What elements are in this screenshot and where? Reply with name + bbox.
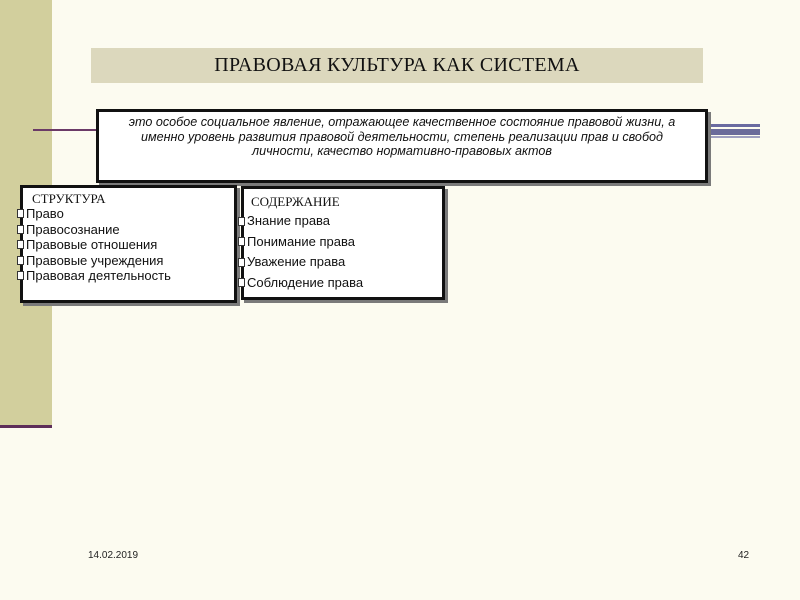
definition-text: это особое социальное явление, отражающее качественное состояние правовой жизни, а именно уровень развития правовой деятельности, степень реализации прав и свобод личности, качество нормативно-правовых актов (128, 115, 676, 158)
page-number: 42 (738, 550, 750, 561)
content-list (238, 211, 442, 293)
list-item (17, 222, 234, 238)
list-item-label: Правовые отношения (26, 237, 158, 252)
list-item-label: Понимание права (247, 233, 355, 249)
square-bullet-icon (238, 278, 245, 287)
square-bullet-icon (238, 258, 245, 267)
decor-line-left (33, 129, 98, 131)
list-item (17, 206, 234, 222)
square-bullet-icon (17, 240, 24, 249)
list-item-label: Правовые учреждения (26, 252, 164, 268)
content-panel (241, 186, 445, 300)
decor-rule-right (708, 124, 760, 138)
decor-rule-line (708, 136, 760, 138)
list-item (17, 253, 234, 269)
list-item-label: Правосознание (26, 221, 120, 237)
footer-date: 14.02.2019 (88, 550, 139, 561)
square-bullet-icon (17, 209, 24, 218)
square-bullet-icon (17, 225, 24, 234)
slide-title (91, 48, 703, 83)
list-item-label: Соблюдение права (247, 274, 364, 290)
list-item-label: Правовая деятельность (26, 268, 171, 283)
decor-rule-line (708, 129, 760, 135)
square-bullet-icon (17, 271, 24, 280)
side-decor-underline (0, 425, 52, 428)
square-bullet-icon (17, 256, 24, 265)
list-item (17, 237, 234, 253)
list-item (17, 268, 234, 284)
list-item (238, 273, 442, 294)
structure-heading: СТРУКТУРА (32, 191, 106, 206)
list-item-label: Уважение права (247, 254, 346, 269)
square-bullet-icon (238, 237, 245, 246)
decor-rule-line (708, 124, 760, 127)
structure-list (17, 206, 234, 284)
list-item (238, 252, 442, 273)
list-item (238, 232, 442, 253)
list-item-label: Знание права (247, 213, 331, 228)
list-item-label: Право (26, 206, 64, 221)
structure-panel (20, 185, 237, 303)
definition-box (96, 109, 708, 183)
content-heading: СОДЕРЖАНИЕ (251, 194, 340, 209)
slide-title-text: ПРАВОВАЯ КУЛЬТУРА КАК СИСТЕМА (214, 54, 580, 76)
list-item (238, 211, 442, 232)
square-bullet-icon (238, 217, 245, 226)
